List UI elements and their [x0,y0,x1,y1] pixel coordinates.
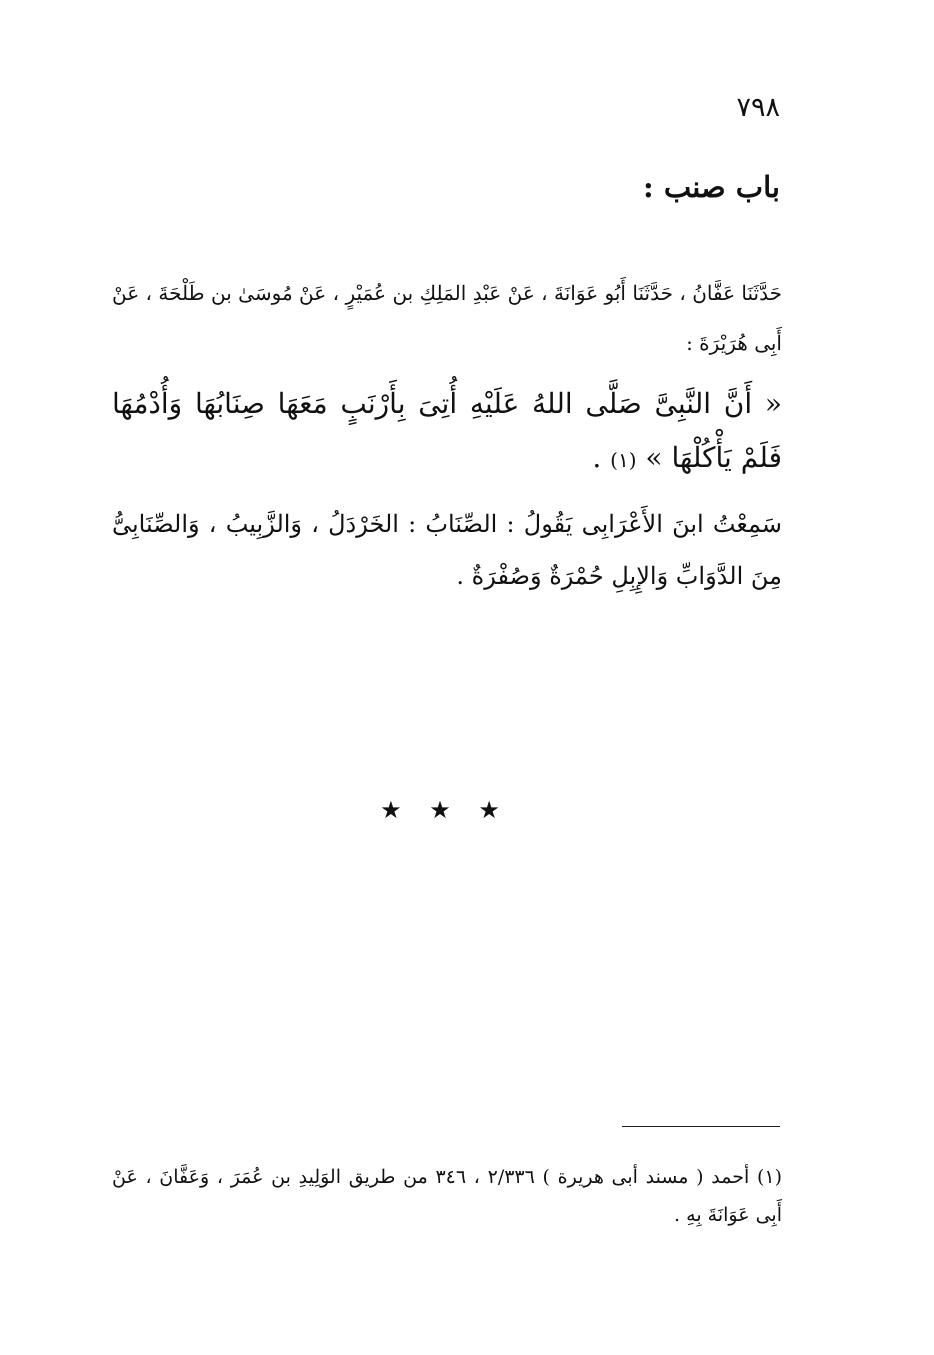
footnote-divider [622,1126,780,1127]
hadith-text: « أَنَّ النَّبِىَّ صَلَّى اللهُ عَلَيْهِ أُتِىَ بِأَرْنَبٍ مَعَهَا صِنَابُهَا وَأُدْمُهَا فَلَمْ يَأْكُلْهَا » [112,387,782,474]
hadith-end-mark: . [592,441,602,474]
page-number: ٧٩٨ [736,92,780,123]
section-separator: ★ ★ ★ [380,796,510,824]
footnote-reference: (١) [610,448,637,472]
footnote-text: (١) أحمد ( مسند أبى هريرة ) ٢/٣٣٦ ، ٣٤٦ من طريق الوَلِيدِ بن عُمَرَ ، وَعَفَّانَ ، عَنْ أَبِى عَوَانَةَ بِهِ . [112,1166,782,1226]
hadith-paragraph [112,377,782,487]
gloss-paragraph: سَمِعْتُ ابنَ الأَعْرَابِى يَقُولُ : الصِّنَابُ : الخَرْدَلُ ، وَالزَّبِيبُ ، وَالصِّنَابِىُّ مِنَ الدَّوَابِّ وَالإِبِلِ حُمْرَةٌ وَصُفْرَةٌ . [112,510,782,590]
chapter-heading: باب صنب : [643,170,780,204]
isnad-paragraph: حَدَّثَنَا عَفَّانُ ، حَدَّثَنَا أَبُو عَوَانَةَ ، عَنْ عَبْدِ المَلِكِ بن عُمَيْرٍ ، عَنْ مُوسَىٰ بن طَلْحَةَ ، عَنْ أَبِى هُرَيْرَةَ : [112,281,782,355]
